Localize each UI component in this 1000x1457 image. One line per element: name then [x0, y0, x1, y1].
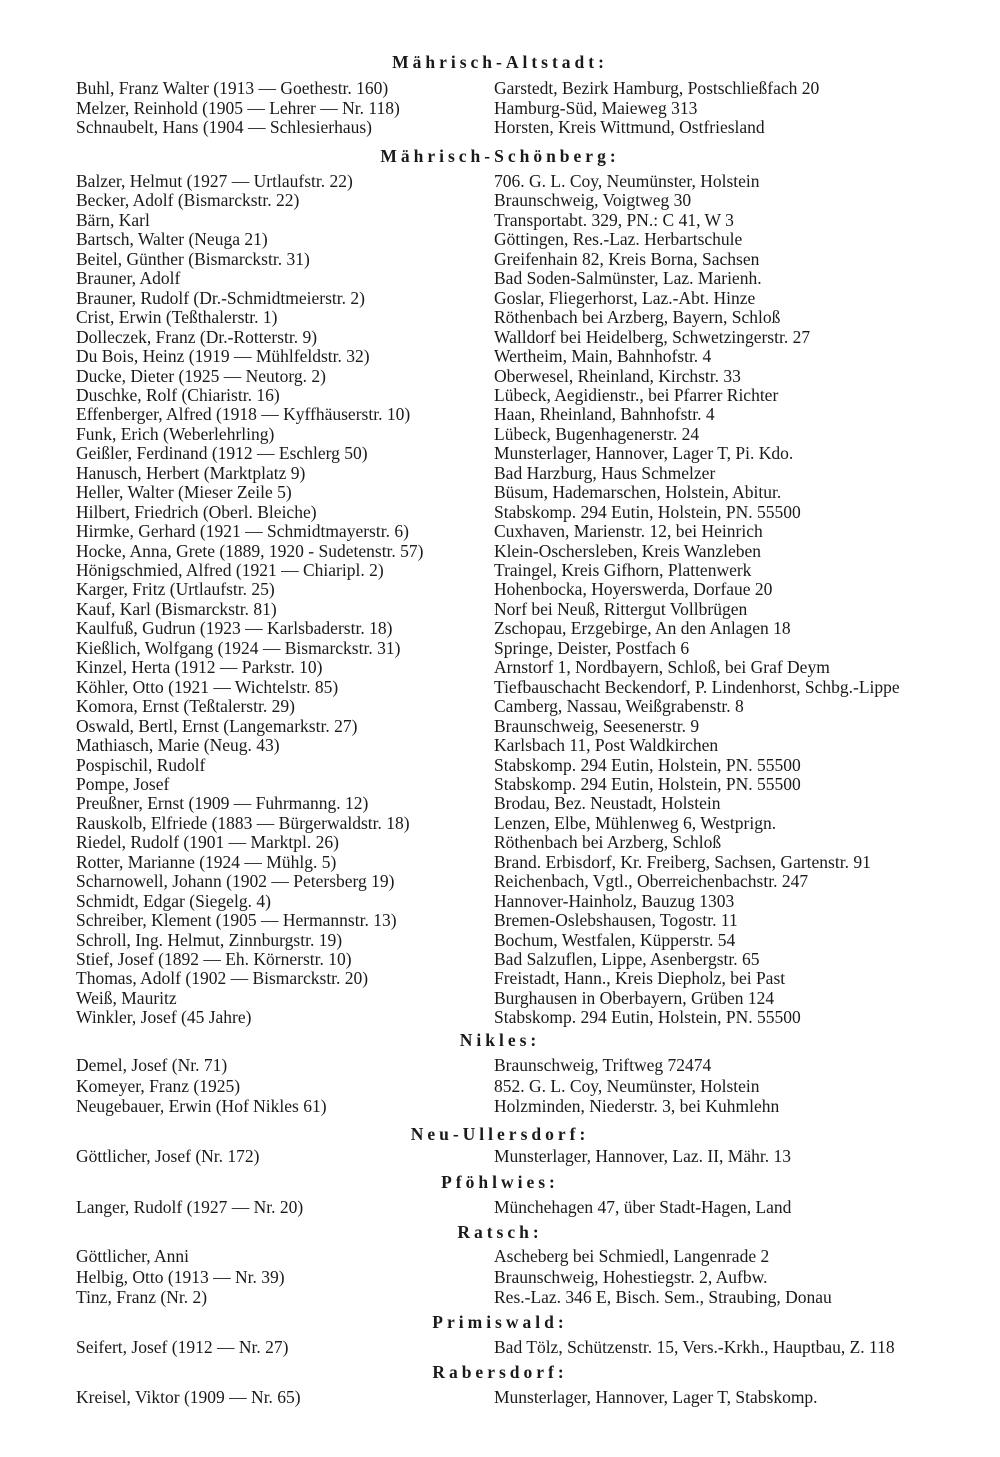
current-address: Horsten, Kreis Wittmund, Ostfriesland: [494, 117, 765, 137]
current-address: Tiefbauschacht Beckendorf, P. Lindenhorst, Schbg.-Lippe: [494, 677, 900, 697]
person-name: Hanusch, Herbert (Marktplatz 9): [76, 463, 306, 483]
person-name: Brauner, Adolf: [76, 268, 181, 288]
current-address: Res.-Laz. 346 E, Bisch. Sem., Straubing, Donau: [494, 1287, 832, 1307]
current-address: Braunschweig, Voigtweg 30: [494, 190, 692, 210]
directory-entry: [0, 677, 1000, 697]
current-address: Bad Salzuflen, Lippe, Asenbergstr. 65: [494, 949, 760, 969]
person-name: Pospischil, Rudolf: [76, 755, 206, 775]
person-name: Crist, Erwin (Teßthalerstr. 1): [76, 307, 278, 327]
current-address: Bad Harzburg, Haus Schmelzer: [494, 463, 716, 483]
current-address: Hohenbocka, Hoyerswerda, Dorfaue 20: [494, 579, 773, 599]
directory-entry: [0, 229, 1000, 249]
current-address: Munsterlager, Hannover, Laz. II, Mähr. 13: [494, 1146, 791, 1166]
current-address: Oberwesel, Rheinland, Kirchstr. 33: [494, 366, 741, 386]
directory-entry: [0, 852, 1000, 872]
current-address: Brand. Erbisdorf, Kr. Freiberg, Sachsen, Gartenstr. 91: [494, 852, 871, 872]
directory-entry: [0, 1287, 1000, 1307]
current-address: Stabskomp. 294 Eutin, Holstein, PN. 55500: [494, 774, 801, 794]
current-address: Springe, Deister, Postfach 6: [494, 638, 690, 658]
person-name: Kinzel, Herta (1912 — Parkstr. 10): [76, 657, 323, 677]
section-heading-primiswald: Primiswald:: [432, 1312, 568, 1332]
section-heading-neu-ullersdorf: Neu-Ullersdorf:: [410, 1124, 590, 1144]
person-name: Schroll, Ing. Helmut, Zinnburgstr. 19): [76, 930, 343, 950]
current-address: Hamburg-Süd, Maieweg 313: [494, 98, 698, 118]
person-name: Winkler, Josef (45 Jahre): [76, 1007, 252, 1027]
current-address: Stabskomp. 294 Eutin, Holstein, PN. 55500: [494, 1007, 801, 1027]
directory-entry: [0, 618, 1000, 638]
current-address: Karlsbach 11, Post Waldkirchen: [494, 735, 719, 755]
current-address: Goslar, Fliegerhorst, Laz.-Abt. Hinze: [494, 288, 756, 308]
directory-entry: [0, 638, 1000, 658]
directory-entry: [0, 1076, 1000, 1096]
current-address: Münchehagen 47, über Stadt-Hagen, Land: [494, 1197, 792, 1217]
section-heading-maehrisch-altstadt: Mährisch-Altstadt:: [392, 52, 608, 72]
directory-entry: [0, 98, 1000, 118]
current-address: Walldorf bei Heidelberg, Schwetzingerstr. 27: [494, 327, 811, 347]
person-name: Thomas, Adolf (1902 — Bismarckstr. 20): [76, 968, 369, 988]
directory-entry: [0, 755, 1000, 775]
person-name: Langer, Rudolf (1927 — Nr. 20): [76, 1197, 304, 1217]
directory-entry: [0, 657, 1000, 677]
directory-entry: [0, 579, 1000, 599]
person-name: Bärn, Karl: [76, 210, 150, 230]
person-name: Göttlicher, Josef (Nr. 172): [76, 1146, 260, 1166]
directory-entry: [0, 385, 1000, 405]
current-address: Norf bei Neuß, Rittergut Vollbrügen: [494, 599, 748, 619]
directory-entry: [0, 1197, 1000, 1217]
current-address: Braunschweig, Triftweg 72474: [494, 1055, 712, 1075]
section-heading-nikles: Nikles:: [459, 1030, 541, 1050]
person-name: Göttlicher, Anni: [76, 1246, 190, 1266]
section-heading-rabersdorf: Rabersdorf:: [432, 1362, 568, 1382]
person-name: Bartsch, Walter (Neuga 21): [76, 229, 268, 249]
person-name: Heller, Walter (Mieser Zeile 5): [76, 482, 292, 502]
person-name: Preußner, Ernst (1909 — Fuhrmanng. 12): [76, 793, 369, 813]
current-address: Burghausen in Oberbayern, Grüben 124: [494, 988, 775, 1008]
directory-entry: [0, 949, 1000, 969]
directory-entry: [0, 832, 1000, 852]
person-name: Funk, Erich (Weberlehrling): [76, 424, 275, 444]
directory-entry: [0, 696, 1000, 716]
current-address: Hannover-Hainholz, Bauzug 1303: [494, 891, 735, 911]
directory-entry: [0, 210, 1000, 230]
person-name: Melzer, Reinhold (1905 — Lehrer — Nr. 118): [76, 98, 400, 118]
current-address: Munsterlager, Hannover, Lager T, Stabskomp.: [494, 1387, 818, 1407]
person-name: Seifert, Josef (1912 — Nr. 27): [76, 1337, 289, 1357]
current-address: Büsum, Hademarschen, Holstein, Abitur.: [494, 482, 782, 502]
current-address: Brodau, Bez. Neustadt, Holstein: [494, 793, 721, 813]
directory-entry: [0, 424, 1000, 444]
current-address: Klein-Oschersleben, Kreis Wanzleben: [494, 541, 761, 561]
current-address: 852. G. L. Coy, Neumünster, Holstein: [494, 1076, 760, 1096]
person-name: Rauskolb, Elfriede (1883 — Bürgerwaldstr. 18): [76, 813, 410, 833]
directory-entry: [0, 813, 1000, 833]
person-name: Weiß, Mauritz: [76, 988, 177, 1008]
section-heading-ratsch: Ratsch:: [457, 1222, 543, 1242]
directory-entry: [0, 1246, 1000, 1266]
section-heading-pfoehlwies: Pföhlwies:: [441, 1172, 559, 1192]
person-name: Buhl, Franz Walter (1913 — Goethestr. 160): [76, 78, 389, 98]
current-address: Greifenhain 82, Kreis Borna, Sachsen: [494, 249, 760, 269]
person-name: Hocke, Anna, Grete (1889, 1920 - Sudetenstr. 57): [76, 541, 424, 561]
directory-entry: [0, 482, 1000, 502]
person-name: Oswald, Bertl, Ernst (Langemarkstr. 27): [76, 716, 358, 736]
directory-entry: [0, 327, 1000, 347]
person-name: Komeyer, Franz (1925): [76, 1076, 241, 1096]
person-name: Hönigschmied, Alfred (1921 — Chiaripl. 2): [76, 560, 384, 580]
directory-entry: [0, 443, 1000, 463]
current-address: Camberg, Nassau, Weißgrabenstr. 8: [494, 696, 744, 716]
directory-entry: [0, 968, 1000, 988]
directory-entry: [0, 716, 1000, 736]
current-address: Bad Tölz, Schützenstr. 15, Vers.-Krkh., Hauptbau, Z. 118: [494, 1337, 895, 1357]
person-name: Duschke, Rolf (Chiaristr. 16): [76, 385, 280, 405]
directory-entry: [0, 463, 1000, 483]
current-address: Reichenbach, Vgtl., Oberreichenbachstr. 247: [494, 871, 809, 891]
person-name: Kießlich, Wolfgang (1924 — Bismarckstr. 31): [76, 638, 401, 658]
current-address: Holzminden, Niederstr. 3, bei Kuhmlehn: [494, 1096, 780, 1116]
person-name: Helbig, Otto (1913 — Nr. 39): [76, 1267, 285, 1287]
person-name: Beitel, Günther (Bismarckstr. 31): [76, 249, 310, 269]
current-address: Transportabt. 329, PN.: C 41, W 3: [494, 210, 734, 230]
current-address: Munsterlager, Hannover, Lager T, Pi. Kdo.: [494, 443, 794, 463]
directory-entry: [0, 1096, 1000, 1116]
person-name: Pompe, Josef: [76, 774, 170, 794]
directory-entry: [0, 249, 1000, 269]
directory-entry: [0, 521, 1000, 541]
current-address: Lübeck, Bugenhagenerstr. 24: [494, 424, 700, 444]
person-name: Geißler, Ferdinand (1912 — Eschlerg 50): [76, 443, 368, 463]
directory-entry: [0, 1055, 1000, 1075]
current-address: Röthenbach bei Arzberg, Bayern, Schloß: [494, 307, 781, 327]
directory-entry: [0, 599, 1000, 619]
person-name: Scharnowell, Johann (1902 — Petersberg 19): [76, 871, 395, 891]
current-address: Wertheim, Main, Bahnhofstr. 4: [494, 346, 712, 366]
directory-entry: [0, 117, 1000, 137]
person-name: Kaulfuß, Gudrun (1923 — Karlsbaderstr. 18): [76, 618, 393, 638]
person-name: Balzer, Helmut (1927 — Urtlaufstr. 22): [76, 171, 353, 191]
current-address: Traingel, Kreis Gifhorn, Plattenwerk: [494, 560, 752, 580]
directory-entry: [0, 366, 1000, 386]
directory-entry: [0, 1337, 1000, 1357]
directory-entry: [0, 910, 1000, 930]
person-name: Brauner, Rudolf (Dr.-Schmidtmeierstr. 2): [76, 288, 365, 308]
person-name: Stief, Josef (1892 — Eh. Körnerstr. 10): [76, 949, 352, 969]
section-heading-maehrisch-schoenberg: Mährisch-Schönberg:: [380, 146, 620, 166]
directory-entry: [0, 560, 1000, 580]
current-address: Bochum, Westfalen, Küpperstr. 54: [494, 930, 736, 950]
current-address: Ascheberg bei Schmiedl, Langenrade 2: [494, 1246, 770, 1266]
directory-entry: [0, 541, 1000, 561]
person-name: Schnaubelt, Hans (1904 — Schlesierhaus): [76, 117, 372, 137]
person-name: Kreisel, Viktor (1909 — Nr. 65): [76, 1387, 301, 1407]
current-address: Arnstorf 1, Nordbayern, Schloß, bei Graf Deym: [494, 657, 830, 677]
directory-entry: [0, 1267, 1000, 1287]
person-name: Komora, Ernst (Teßtalerstr. 29): [76, 696, 295, 716]
directory-entry: [0, 346, 1000, 366]
current-address: Lübeck, Aegidienstr., bei Pfarrer Richter: [494, 385, 779, 405]
current-address: Göttingen, Res.-Laz. Herbartschule: [494, 229, 743, 249]
directory-entry: [0, 502, 1000, 522]
directory-entry: [0, 871, 1000, 891]
current-address: Garstedt, Bezirk Hamburg, Postschließfach 20: [494, 78, 820, 98]
person-name: Ducke, Dieter (1925 — Neutorg. 2): [76, 366, 326, 386]
current-address: Braunschweig, Hohestiegstr. 2, Aufbw.: [494, 1267, 768, 1287]
person-name: Schreiber, Klement (1905 — Hermannstr. 13): [76, 910, 397, 930]
directory-entry: [0, 78, 1000, 98]
directory-entry: [0, 774, 1000, 794]
current-address: Bremen-Oslebshausen, Togostr. 11: [494, 910, 738, 930]
current-address: Haan, Rheinland, Bahnhofstr. 4: [494, 404, 715, 424]
person-name: Rotter, Marianne (1924 — Mühlg. 5): [76, 852, 337, 872]
current-address: Cuxhaven, Marienstr. 12, bei Heinrich: [494, 521, 763, 541]
person-name: Hilbert, Friedrich (Oberl. Bleiche): [76, 502, 317, 522]
directory-entry: [0, 307, 1000, 327]
person-name: Riedel, Rudolf (1901 — Marktpl. 26): [76, 832, 339, 852]
current-address: Braunschweig, Seesenerstr. 9: [494, 716, 700, 736]
person-name: Du Bois, Heinz (1919 — Mühlfeldstr. 32): [76, 346, 370, 366]
person-name: Mathiasch, Marie (Neug. 43): [76, 735, 280, 755]
person-name: Tinz, Franz (Nr. 2): [76, 1287, 208, 1307]
directory-entry: [0, 891, 1000, 911]
person-name: Demel, Josef (Nr. 71): [76, 1055, 228, 1075]
directory-entry: [0, 190, 1000, 210]
directory-entry: [0, 1007, 1000, 1027]
directory-entry: [0, 171, 1000, 191]
current-address: Freistadt, Hann., Kreis Diepholz, bei Past: [494, 968, 786, 988]
directory-entry: [0, 404, 1000, 424]
person-name: Becker, Adolf (Bismarckstr. 22): [76, 190, 300, 210]
directory-entry: [0, 793, 1000, 813]
person-name: Karger, Fritz (Urtlaufstr. 25): [76, 579, 275, 599]
directory-entry: [0, 930, 1000, 950]
directory-entry: [0, 735, 1000, 755]
person-name: Kauf, Karl (Bismarckstr. 81): [76, 599, 277, 619]
current-address: Zschopau, Erzgebirge, An den Anlagen 18: [494, 618, 791, 638]
person-name: Effenberger, Alfred (1918 — Kyffhäuserstr. 10): [76, 404, 411, 424]
current-address: 706. G. L. Coy, Neumünster, Holstein: [494, 171, 760, 191]
current-address: Stabskomp. 294 Eutin, Holstein, PN. 55500: [494, 755, 801, 775]
directory-entry: [0, 1146, 1000, 1166]
current-address: Stabskomp. 294 Eutin, Holstein, PN. 55500: [494, 502, 801, 522]
person-name: Neugebauer, Erwin (Hof Nikles 61): [76, 1096, 327, 1116]
person-name: Köhler, Otto (1921 — Wichtelstr. 85): [76, 677, 339, 697]
person-name: Schmidt, Edgar (Siegelg. 4): [76, 891, 271, 911]
directory-entry: [0, 288, 1000, 308]
current-address: Röthenbach bei Arzberg, Schloß: [494, 832, 722, 852]
current-address: Lenzen, Elbe, Mühlenweg 6, Westprign.: [494, 813, 777, 833]
current-address: Bad Soden-Salmünster, Laz. Marienh.: [494, 268, 762, 288]
directory-entry: [0, 268, 1000, 288]
person-name: Hirmke, Gerhard (1921 — Schmidtmayerstr. 6): [76, 521, 409, 541]
directory-entry: [0, 1387, 1000, 1407]
person-name: Dolleczek, Franz (Dr.-Rotterstr. 9): [76, 327, 318, 347]
directory-entry: [0, 988, 1000, 1008]
